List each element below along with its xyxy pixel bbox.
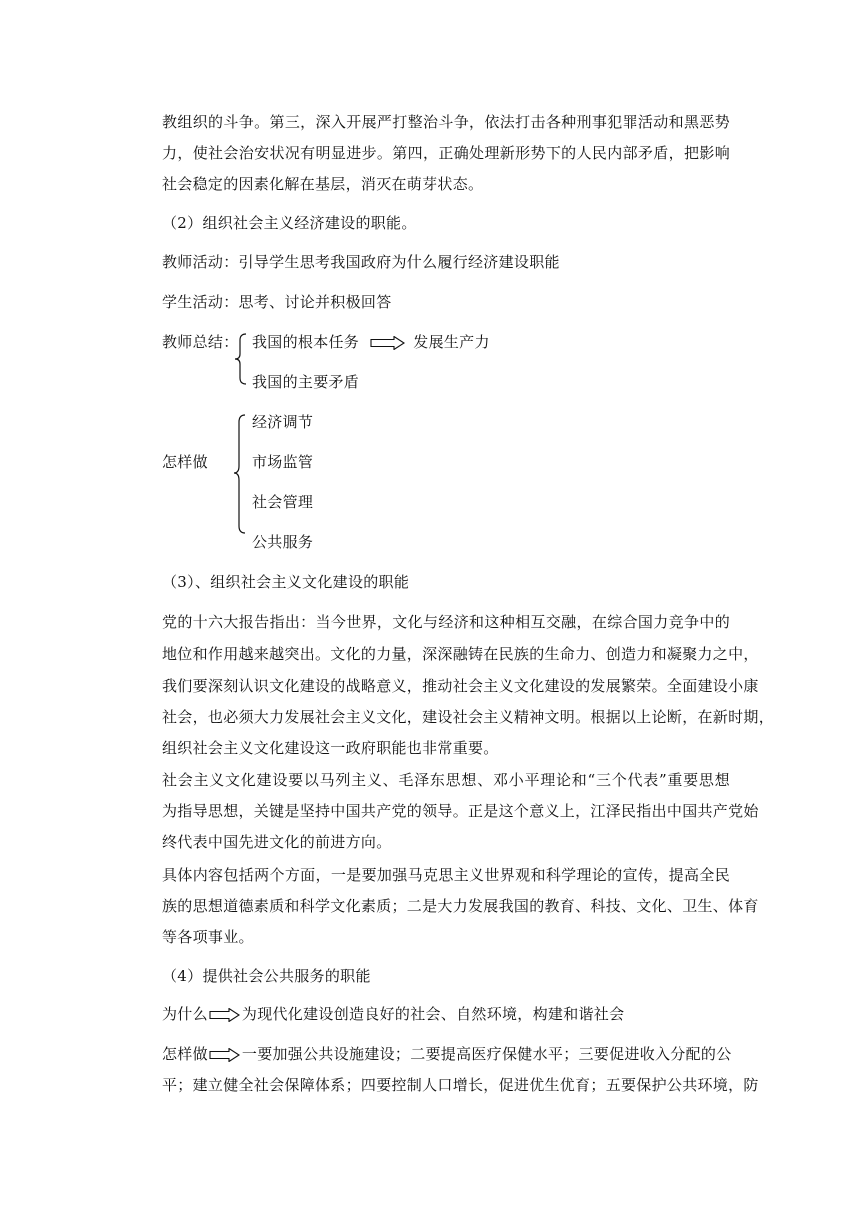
para3-line-1: 具体内容包括两个方面，一是要加强马克思主义世界观和科学理论的宣传，提高全民	[162, 866, 730, 884]
why-line	[162, 1004, 624, 1024]
double-arrow-right-icon	[209, 1008, 241, 1022]
how-item-public-service: 公共服务	[252, 533, 314, 551]
intro-line-1: 教组织的斗争。第三，深入开展严打整治斗争，依法打击各种刑事犯罪活动和黑恶势	[162, 113, 730, 131]
how-item-economic-regulation: 经济调节	[252, 413, 314, 431]
summary-label: 教师总结：	[162, 333, 239, 351]
para1-line-1: 党的十六大报告指出：当今世界，文化与经济和这种相互交融，在综合国力竞争中的	[162, 613, 730, 631]
how-item-social-management: 社会管理	[252, 493, 314, 511]
summary-item-main-contradiction: 我国的主要矛盾	[252, 373, 360, 391]
para1-line-4: 社会，也必须大力发展社会主义文化，建设社会主义精神文明。根据以上论断，在新时期，	[162, 708, 775, 726]
howto-text-1: 一要加强公共设施建设；二要提高医疗保健水平；三要促进收入分配的公	[241, 1045, 732, 1063]
para1-line-3: 我们要深刻认识文化建设的战略意义，推动社会主义文化建设的发展繁荣。全面建设小康	[162, 677, 759, 695]
summary-item-root-task	[252, 332, 490, 352]
para3-line-2: 族的思想道德素质和科学文化素质；二是大力发展我国的教育、科技、文化、卫生、体育	[162, 897, 759, 915]
howto-line-2: 平；建立健全社会保障体系；四要控制人口增长，促进优生优育；五要保护公共环境，防	[162, 1076, 759, 1094]
para1-line-2: 地位和作用越来越突出。文化的力量，深深融铸在民族的生命力、创造力和凝聚力之中，	[162, 645, 759, 663]
para1-line-5: 组织社会主义文化建设这一政府职能也非常重要。	[162, 739, 499, 757]
teacher-activity: 教师活动：引导学生思考我国政府为什么履行经济建设职能	[162, 253, 560, 271]
how-brace-icon	[233, 414, 247, 534]
heading-cultural-function: （3）、组织社会主义文化建设的职能	[162, 573, 410, 591]
summary-item1-result: 发展生产力	[413, 333, 490, 351]
heading-public-service-function: （4）提供社会公共服务的职能	[162, 967, 371, 985]
para2-line-3: 终代表中国先进文化的前进方向。	[162, 833, 392, 851]
intro-line-3: 社会稳定的因素化解在基层，消灭在萌芽状态。	[162, 175, 484, 193]
summary-item1-text: 我国的根本任务	[252, 333, 360, 351]
student-activity: 学生活动：思考、讨论并积极回答	[162, 293, 392, 311]
double-arrow-right-icon	[370, 336, 406, 350]
heading-economic-function: （2）组织社会主义经济建设的职能。	[162, 214, 417, 232]
why-label: 为什么	[162, 1005, 208, 1023]
howto-label: 怎样做	[162, 1045, 208, 1063]
para2-line-2: 为指导思想，关键是坚持中国共产党的领导。正是这个意义上，江泽民指出中国共产党始	[162, 802, 759, 820]
how-item-market-supervision: 市场监管	[252, 453, 314, 471]
intro-line-2: 力，使社会治安状况有明显进步。第四，正确处理新形势下的人民内部矛盾，把影响	[162, 144, 730, 162]
para3-line-3: 等各项事业。	[162, 928, 254, 946]
double-arrow-right-icon	[209, 1048, 241, 1062]
how-label: 怎样做	[162, 453, 208, 471]
para2-line-1: 社会主义文化建设要以马列主义、毛泽东思想、邓小平理论和“三个代表”重要思想	[162, 771, 730, 789]
howto-line-1	[162, 1044, 730, 1064]
why-text: 为现代化建设创造良好的社会、自然环境，构建和谐社会	[241, 1005, 625, 1023]
summary-brace-icon	[234, 333, 248, 385]
